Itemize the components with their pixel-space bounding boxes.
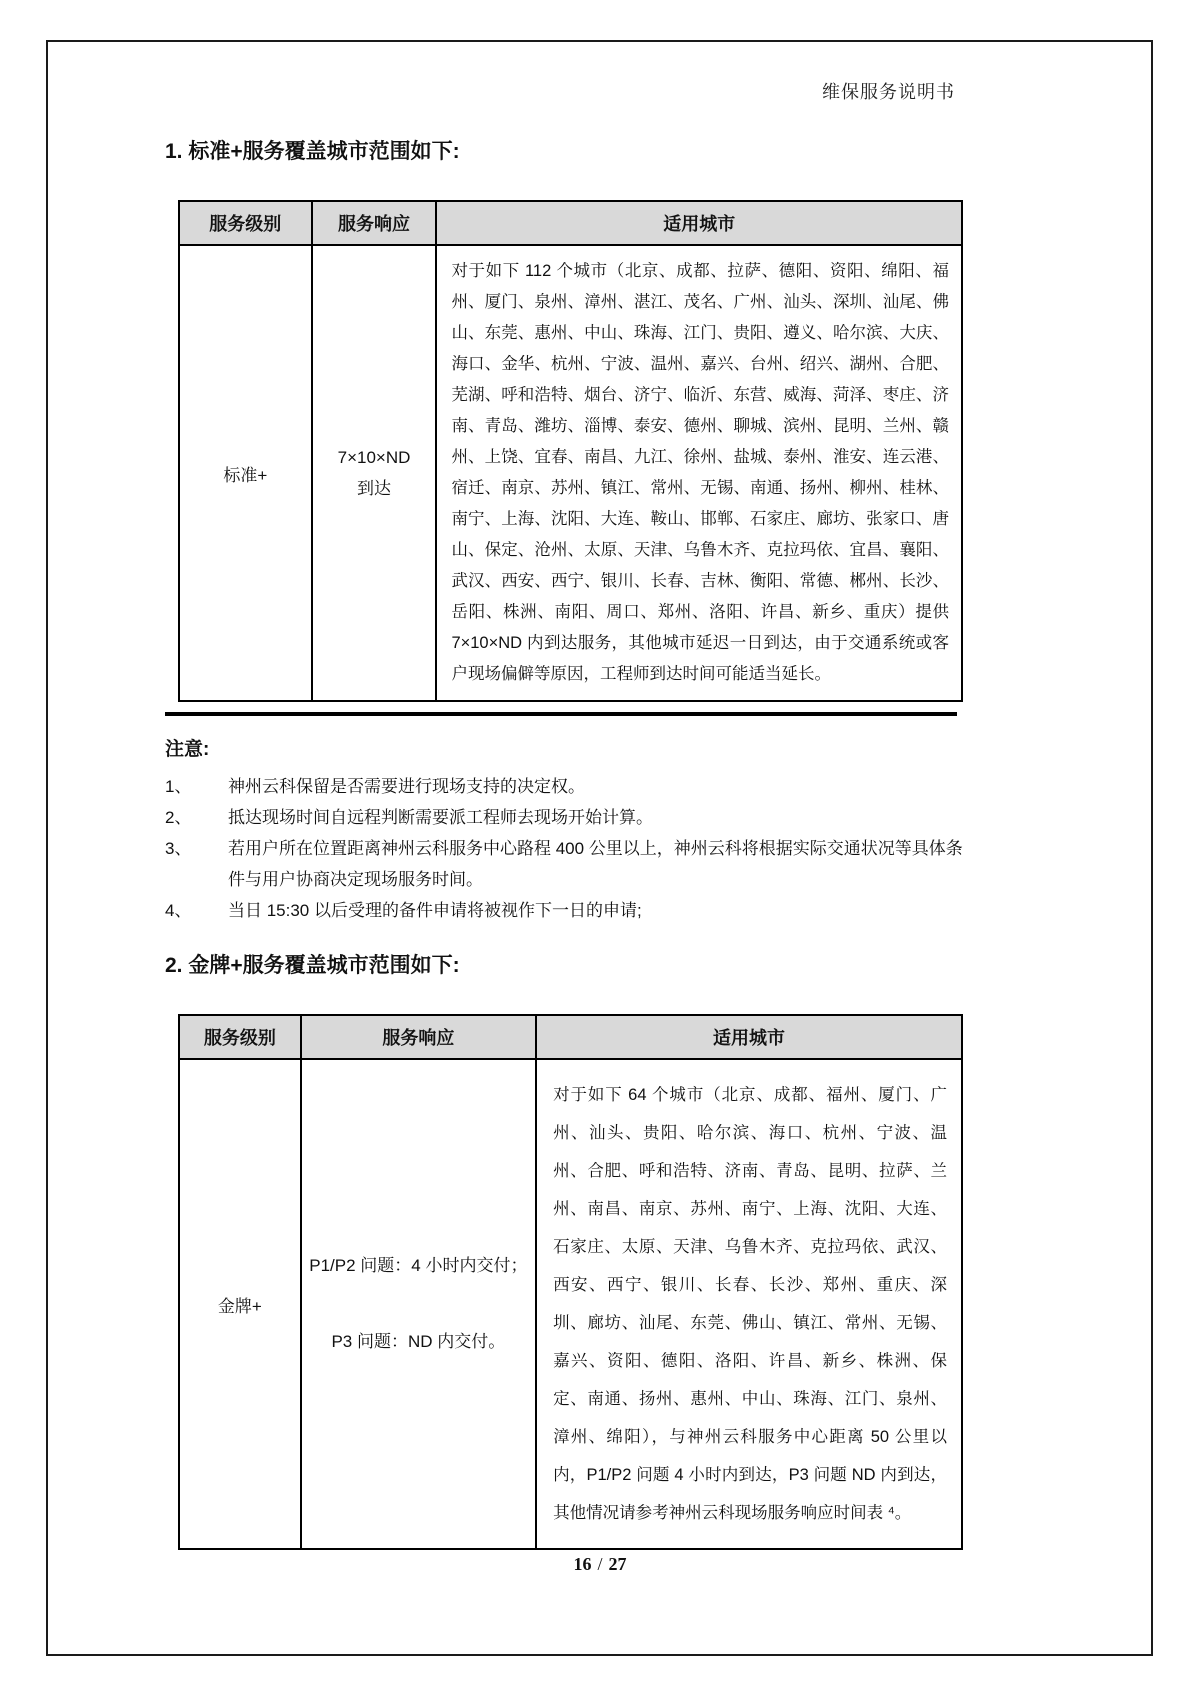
gold-plus-coverage-table: [178, 1014, 963, 1550]
table-row: [179, 245, 962, 701]
response-p3: P3 问题：ND 内交付。: [331, 1332, 506, 1351]
note-item-3: [165, 833, 963, 895]
note-item-2: [165, 802, 963, 833]
applicable-cities-cell: 对于如下 64 个城市（北京、成都、福州、厦门、广州、汕头、贵阳、哈尔滨、海口、杭州、宁波、温州、合肥、呼和浩特、济南、青岛、昆明、拉萨、兰州、南昌、南京、苏州、南宁、上海、沈阳、大连、石家庄、太原、天津、乌鲁木齐、克拉玛依、武汉、西安、西宁、银川、长春、长沙、郑州、重庆、深圳、廊坊、汕尾、东莞、佛山、镇江、常州、无锡、嘉兴、资阳、德阳、洛阳、许昌、新乡、株洲、保定、南通、扬州、惠州、中山、珠海、江门、泉州、漳州、绵阳），与神州云科服务中心距离 50 公里以内，P1/P2 问题 4 小时内到达，P3 问题 ND 内到达，其他情况请参考神州云科现场服务响应时间表 ⁴。: [536, 1059, 962, 1549]
doc-header-title: 维保服务说明书: [822, 82, 955, 102]
note-text: 神州云科保留是否需要进行现场支持的决定权。: [228, 777, 585, 796]
applicable-cities-cell: 对于如下 112 个城市（北京、成都、拉萨、德阳、资阳、绵阳、福州、厦门、泉州、漳州、湛江、茂名、广州、汕头、深圳、汕尾、佛山、东莞、惠州、中山、珠海、江门、贵阳、遵义、哈尔滨、大庆、海口、金华、杭州、宁波、温州、嘉兴、台州、绍兴、湖州、合肥、芜湖、呼和浩特、烟台、济宁、临沂、东营、威海、菏泽、枣庄、济南、青岛、潍坊、淄博、泰安、德州、聊城、滨州、昆明、兰州、赣州、上饶、宜春、南昌、九江、徐州、盐城、泰州、淮安、连云港、宿迁、南京、苏州、镇江、常州、无锡、南通、扬州、柳州、桂林、南宁、上海、沈阳、大连、鞍山、邯郸、石家庄、廊坊、张家口、唐山、保定、沧州、太原、天津、乌鲁木齐、克拉玛依、宜昌、襄阳、武汉、西安、西宁、银川、长春、吉林、衡阳、常德、郴州、长沙、岳阳、株洲、南阳、周口、郑州、洛阳、许昌、新乡、重庆）提供 7×10×ND 内到达服务，其他城市延迟一日到达，由于交通系统或客户现场偏僻等原因，工程师到达时间可能适当延长。: [436, 245, 962, 701]
notes-title: 注意:: [165, 739, 210, 760]
response-line-2: 到达: [357, 479, 392, 498]
col-header-applicable-cities: 适用城市: [536, 1015, 962, 1059]
service-level-cell: 金牌+: [179, 1059, 301, 1549]
page-number-total: 27: [608, 1554, 627, 1574]
note-item-1: [165, 771, 963, 802]
response-line-1: 7×10×ND: [337, 448, 411, 467]
page-footer: [0, 1554, 1200, 1575]
table-header-row: [179, 201, 962, 245]
service-level-cell: 标准+: [179, 245, 312, 701]
col-header-applicable-cities: 适用城市: [436, 201, 962, 245]
section1-heading: 1. 标准+服务覆盖城市范围如下:: [165, 140, 460, 163]
note-number: 2、: [165, 808, 192, 827]
note-number: 1、: [165, 777, 192, 796]
service-response-cell: [301, 1059, 536, 1549]
standard-plus-coverage-table: [178, 200, 963, 702]
note-item-4: [165, 895, 963, 926]
service-response-cell: [312, 245, 437, 701]
note-text: 抵达现场时间自远程判断需要派工程师去现场开始计算。: [228, 808, 653, 827]
col-header-service-level: 服务级别: [179, 1015, 301, 1059]
page-number-current: 16: [573, 1554, 592, 1574]
section2-heading: 2. 金牌+服务覆盖城市范围如下:: [165, 954, 460, 977]
note-number: 3、: [165, 839, 192, 858]
response-p1-p2: P1/P2 问题：4 小时内交付；: [309, 1256, 528, 1275]
table-row: [179, 1059, 962, 1549]
section-divider-rule: [165, 712, 957, 716]
notes-list: [165, 771, 963, 926]
col-header-service-response: 服务响应: [301, 1015, 536, 1059]
table-header-row: [179, 1015, 962, 1059]
col-header-service-level: 服务级别: [179, 201, 312, 245]
note-number: 4、: [165, 901, 192, 920]
note-text: 若用户所在位置距离神州云科服务中心路程 400 公里以上，神州云科将根据实际交通状况等具体条件与用户协商决定现场服务时间。: [228, 839, 963, 889]
page-content: [165, 138, 963, 1550]
note-text: 当日 15:30 以后受理的备件申请将被视作下一日的申请;: [228, 901, 642, 920]
page-number-separator: /: [597, 1554, 603, 1574]
col-header-service-response: 服务响应: [312, 201, 437, 245]
